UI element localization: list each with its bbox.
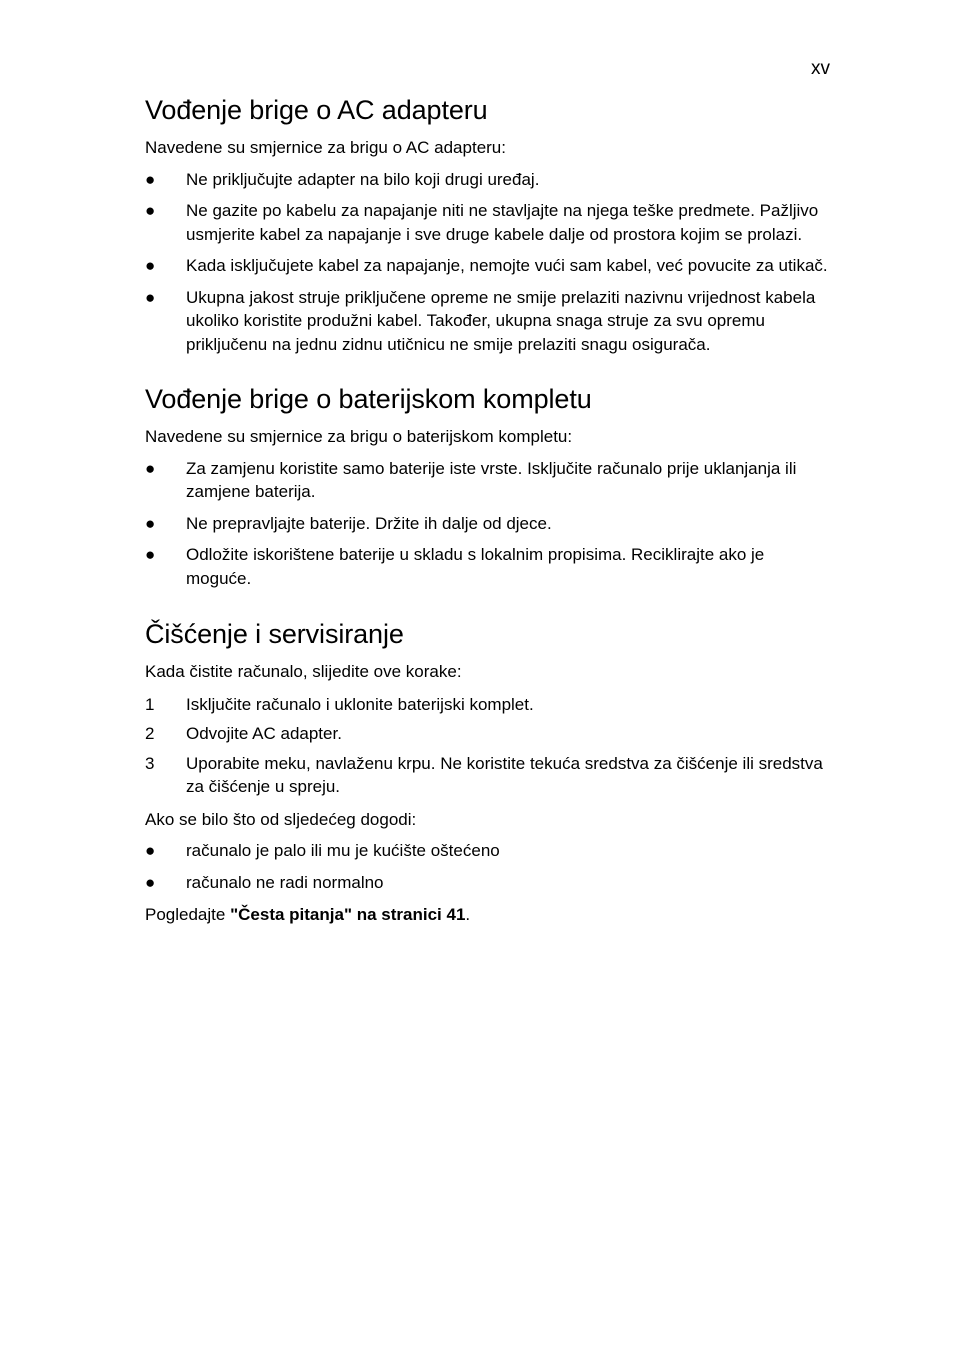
- bullet-list: [145, 457, 830, 591]
- section-cleaning-servicing: [145, 618, 830, 927]
- bullet-icon: ●: [145, 545, 156, 564]
- bullet-icon: ●: [145, 287, 156, 307]
- list-item: ● Za zamjenu koristite samo baterije iste vrste. Isključite računalo prije uklanjanja ili zamjene baterija.: [145, 458, 797, 501]
- bullet-icon: ●: [145, 841, 156, 860]
- bullet-icon: ●: [145, 169, 156, 189]
- list-item: ● Ukupna jakost struje priključene opreme ne smije prelaziti nazivnu vrijednost kabela ukoliko koristite produžni kabel. Također, ukupna snaga struje za svu opremu priključenu na jednu zidnu utičnicu ne smije prelaziti snagu osigurača.: [145, 287, 816, 354]
- steps-list: [145, 693, 830, 799]
- bullet-list: [145, 168, 830, 357]
- list-item: ● Ne prepravljajte baterije. Držite ih dalje od djece.: [145, 512, 830, 536]
- bullet-icon: ●: [145, 872, 156, 892]
- section-title: Čišćenje i servisiranje: [145, 619, 404, 649]
- condition-intro: Ako se bilo što od sljedećeg dogodi:: [145, 809, 417, 829]
- reference-paragraph: Pogledajte "Česta pitanja" na stranici 41.: [145, 905, 471, 924]
- bullet-icon: ●: [145, 513, 156, 533]
- bullet-icon: ●: [145, 256, 156, 275]
- section-intro: Navedene su smjernice za brigu o baterijskom kompletu:: [145, 427, 573, 446]
- step-number: 3: [145, 753, 155, 773]
- bullet-icon: ●: [145, 201, 156, 220]
- list-item: 2 Odvojite AC adapter.: [145, 722, 830, 746]
- section-title: Vođenje brige o baterijskom kompletu: [145, 384, 592, 414]
- list-item: ● Ne gazite po kabelu za napajanje niti ne stavljajte na njega teške predmete. Pažljivo usmjerite kabel za napajanje i sve druge kabele dalje od prostora kojim se prolazi.: [145, 201, 819, 244]
- list-item: 1 Isključite računalo i uklonite baterijski komplet.: [145, 693, 830, 717]
- bullet-icon: ●: [145, 458, 156, 478]
- section-ac-adapter: [145, 94, 830, 356]
- section-intro: Navedene su smjernice za brigu o AC adapteru:: [145, 138, 506, 157]
- list-item: ● Kada isključujete kabel za napajanje, nemojte vući sam kabel, već povucite za utikač.: [145, 254, 830, 278]
- faq-reference-link[interactable]: "Česta pitanja" na stranici 41: [230, 905, 466, 924]
- section-battery-pack: [145, 383, 830, 590]
- bullet-list: [145, 839, 830, 894]
- step-number: 1: [145, 694, 155, 714]
- list-item: ● računalo ne radi normalno: [145, 871, 830, 895]
- list-item: 3 Uporabite meku, navlaženu krpu. Ne koristite tekuća sredstva za čišćenje ili sredstva za čišćenje u spreju.: [145, 753, 823, 796]
- section-title: Vođenje brige o AC adapteru: [145, 95, 488, 125]
- document-body: [145, 0, 830, 927]
- section-intro: Kada čistite računalo, slijedite ove korake:: [145, 662, 462, 681]
- list-item: ● Ne priključujte adapter na bilo koji drugi uređaj.: [145, 168, 830, 192]
- list-item: ● Odložite iskorištene baterije u skladu s lokalnim propisima. Reciklirajte ako je moguće.: [145, 545, 765, 588]
- list-item: ● računalo je palo ili mu je kućište oštećeno: [145, 839, 830, 863]
- page-number: xv: [811, 58, 830, 79]
- step-number: 2: [145, 724, 155, 743]
